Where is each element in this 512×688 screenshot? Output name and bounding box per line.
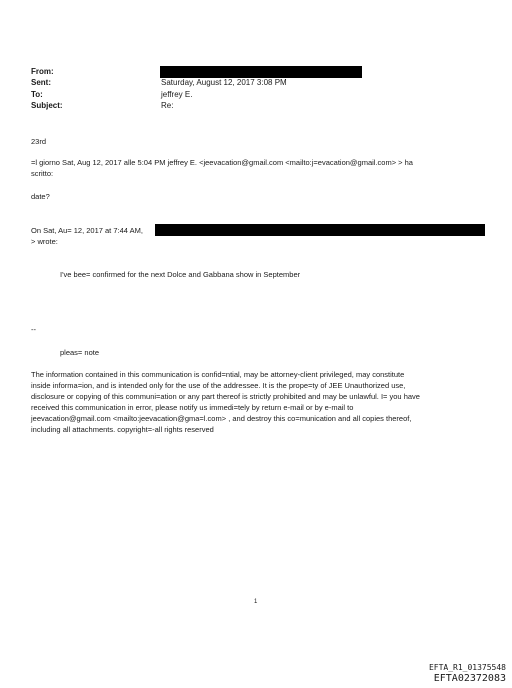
to-value: jeffrey E.: [161, 90, 193, 99]
subject-value: Re:: [161, 101, 174, 110]
quote-intro-line-1: =l giorno Sat, Aug 12, 2017 alle 5:04 PM jeffrey E. <jeevacation@gmail.com <mailto:j=evacation@gmail.com> > ha: [31, 158, 413, 167]
redacted-quoted-sender: [155, 224, 485, 236]
date-question: date?: [31, 192, 50, 201]
body-line-23rd: 23rd: [31, 137, 47, 146]
sent-label: Sent:: [31, 78, 51, 87]
please-note-line: pleas= note: [60, 348, 99, 357]
disclaimer-line: inside informa=ion, and is intended only for the use of the addressee. It is the prope=ty of JEE Unauthorized use,: [31, 381, 406, 390]
sent-value: Saturday, August 12, 2017 3:08 PM: [161, 78, 287, 87]
to-label: To:: [31, 90, 43, 99]
disclaimer-paragraph: [31, 369, 491, 435]
disclaimer-line: received this communication in error, please notify us immedi=tely by return e-mail or by e-mail to: [31, 403, 354, 412]
page-number: 1: [254, 599, 258, 605]
footer-id-1: EFTA_R1_01375548: [428, 663, 506, 672]
from-label: From:: [31, 67, 54, 76]
footer-id-2: EFTA02372083: [433, 673, 506, 684]
quote-intro-line-2: scritto:: [31, 169, 54, 178]
disclaimer-line: including all attachments. copyright=-all rights reserved: [31, 425, 214, 434]
disclaimer-line: disclosure or copying of this communi=ation or any part thereof is strictly prohibited and may be unlawful. I= you have: [31, 392, 420, 401]
wrote-line: > wrote:: [31, 237, 58, 246]
subject-label: Subject:: [31, 101, 63, 110]
on-sat-line: On Sat, Au= 12, 2017 at 7:44 AM,: [31, 226, 143, 235]
confirmed-line: I've bee= confirmed for the next Dolce and Gabbana show in September: [60, 270, 301, 279]
signature-dashes: --: [31, 325, 36, 334]
disclaimer-line: The information contained in this communication is confid=ntial, may be attorney-client privileged, may constitute: [31, 370, 405, 379]
redacted-sender: [160, 66, 362, 78]
disclaimer-line: jeevacation@gmail.com <mailto:jeevacation@gma=l.com> , and destroy this co=munication and all copies thereof,: [31, 414, 412, 423]
